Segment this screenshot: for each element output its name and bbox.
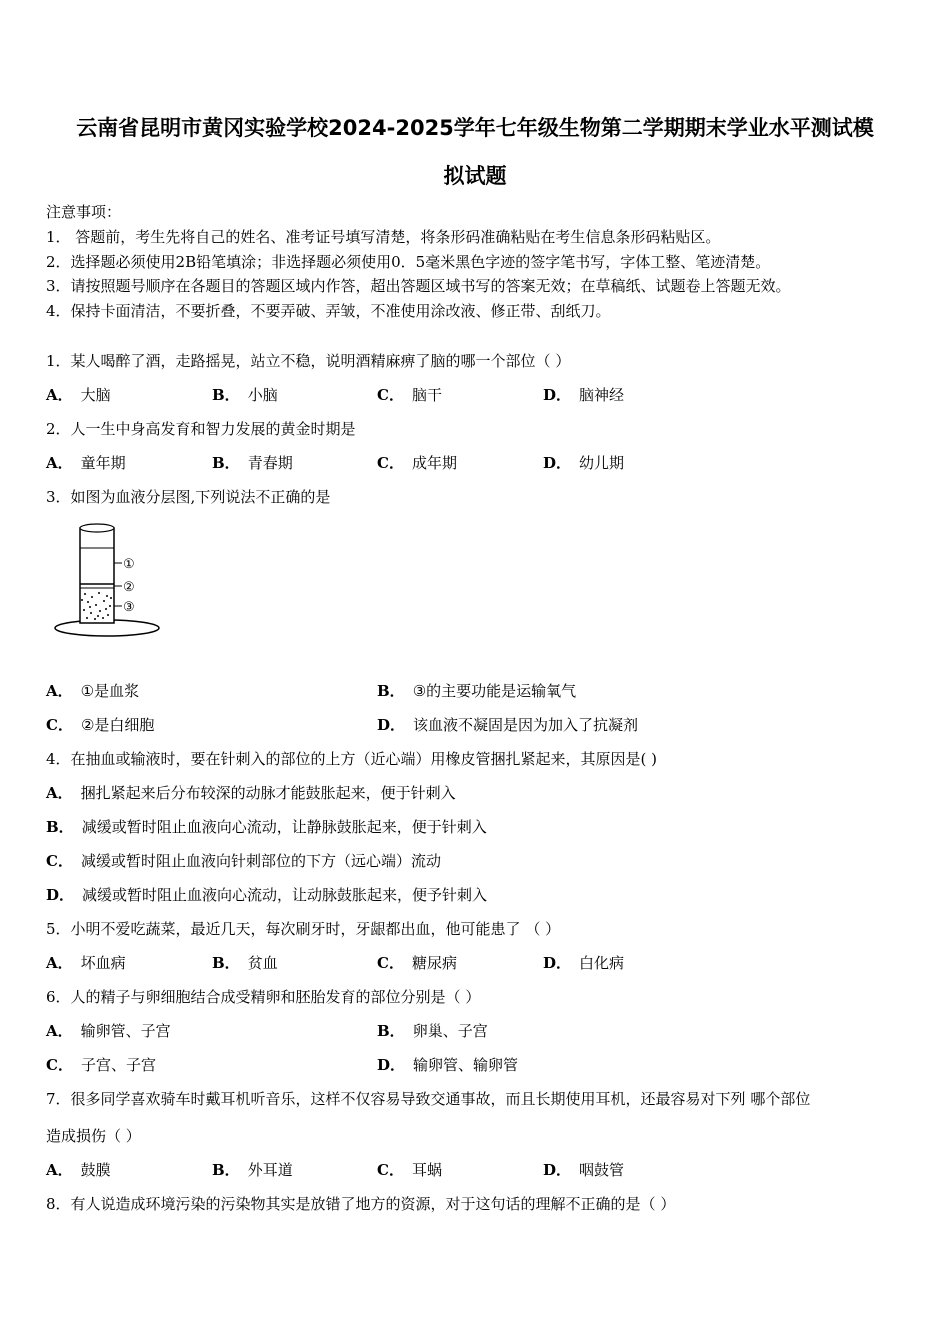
- question-2-option-a: A． 童年期: [46, 454, 126, 472]
- question-6-option-c: C． 子宫、子宫: [46, 1056, 156, 1074]
- question-5-option-a: A． 坏血病: [46, 954, 126, 972]
- question-4-option-d: D． 减缓或暂时阻止血液向心流动，让动脉鼓胀起来，便予针刺入: [46, 886, 488, 904]
- question-4-option-a: A． 捆扎紧起来后分布较深的动脉才能鼓胀起来，便于针刺入: [46, 784, 456, 802]
- question-8-stem: 8．有人说造成环境污染的污染物其实是放错了地方的资源，对于这句话的理解不正确的是（ ）: [46, 1195, 676, 1213]
- question-3-option-c: C． ②是白细胞: [46, 716, 155, 734]
- question-5-option-b: B． 贫血: [212, 954, 278, 972]
- question-7-option-a: A． 鼓膜: [46, 1161, 111, 1179]
- figure-label-2: ②: [123, 580, 135, 595]
- question-7-stem: 7．很多同学喜欢骑车时戴耳机听音乐，这样不仅容易导致交通事故，而且长期使用耳机，还最容易对下列 哪个部位: [46, 1090, 811, 1108]
- question-3-option-b: B． ③的主要功能是运输氧气: [377, 682, 577, 700]
- exam-title-line2: 拟试题: [443, 164, 507, 188]
- question-2-option-d: D． 幼儿期: [543, 454, 625, 472]
- note-item: 3．请按照题号顺序在各题目的答题区域内作答，超出答题区域书写的答案无效；在草稿纸、试题卷上答题无效。: [46, 277, 791, 295]
- question-2-option-c: C． 成年期: [377, 454, 457, 472]
- blood-test-tube-figure: [52, 518, 172, 648]
- question-5-stem: 5．小明不爱吃蔬菜，最近几天，每次刷牙时，牙龈都出血，他可能患了 （ ）: [46, 920, 561, 938]
- question-1-option-a: A． 大脑: [46, 386, 111, 404]
- note-item: 1． 答题前，考生先将自己的姓名、准考证号填写清楚，将条形码准确粘贴在考生信息条形码粘贴区。: [46, 228, 721, 246]
- question-7-stem-cont: 造成损伤（ ）: [46, 1127, 141, 1145]
- question-6-option-b: B． 卵巢、子宫: [377, 1022, 488, 1040]
- question-2-option-b: B． 青春期: [212, 454, 293, 472]
- question-5-option-d: D． 白化病: [543, 954, 625, 972]
- question-7-option-c: C． 耳蜗: [377, 1161, 442, 1179]
- question-5-option-c: C． 糖尿病: [377, 954, 457, 972]
- note-item: 2．选择题必须使用2B铅笔填涂；非选择题必须使用0．5毫米黑色字迹的签字笔书写，字体工整、笔迹清楚。: [46, 253, 771, 271]
- question-6-option-a: A． 输卵管、子宫: [46, 1022, 171, 1040]
- figure-label-1: ①: [123, 557, 135, 572]
- exam-title-line1: 云南省昆明市黄冈实验学校2024-2025学年七年级生物第二学期期末学业水平测试模: [76, 116, 874, 140]
- question-1-stem: 1．某人喝醉了酒，走路摇晃，站立不稳，说明酒精麻痹了脑的哪一个部位（ ）: [46, 352, 571, 370]
- notes-heading: 注意事项：: [46, 203, 122, 221]
- question-6-stem: 6．人的精子与卵细胞结合成受精卵和胚胎发育的部位分别是（ ）: [46, 988, 481, 1006]
- question-3-option-d: D． 该血液不凝固是因为加入了抗凝剂: [377, 716, 639, 734]
- question-7-option-b: B． 外耳道: [212, 1161, 293, 1179]
- figure-label-3: ③: [123, 600, 135, 615]
- question-3-option-a: A． ①是血浆: [46, 682, 140, 700]
- question-6-option-d: D． 输卵管、输卵管: [377, 1056, 519, 1074]
- question-1-option-c: C． 脑干: [377, 386, 442, 404]
- question-1-option-b: B． 小脑: [212, 386, 278, 404]
- question-4-option-b: B． 减缓或暂时阻止血液向心流动，让静脉鼓胀起来，便于针刺入: [46, 818, 487, 836]
- question-3-stem: 3．如图为血液分层图,下列说法不正确的是: [46, 488, 331, 506]
- question-4-stem: 4．在抽血或输液时，要在针刺入的部位的上方（近心端）用橡皮管捆扎紧起来，其原因是( ): [46, 750, 658, 768]
- question-7-option-d: D． 咽鼓管: [543, 1161, 625, 1179]
- note-item: 4．保持卡面清洁，不要折叠，不要弄破、弄皱，不准使用涂改液、修正带、刮纸刀。: [46, 302, 611, 320]
- question-4-option-c: C． 减缓或暂时阻止血液向针刺部位的下方（远心端）流动: [46, 852, 441, 870]
- question-1-option-d: D． 脑神经: [543, 386, 625, 404]
- question-2-stem: 2．人一生中身高发育和智力发展的黄金时期是: [46, 420, 356, 438]
